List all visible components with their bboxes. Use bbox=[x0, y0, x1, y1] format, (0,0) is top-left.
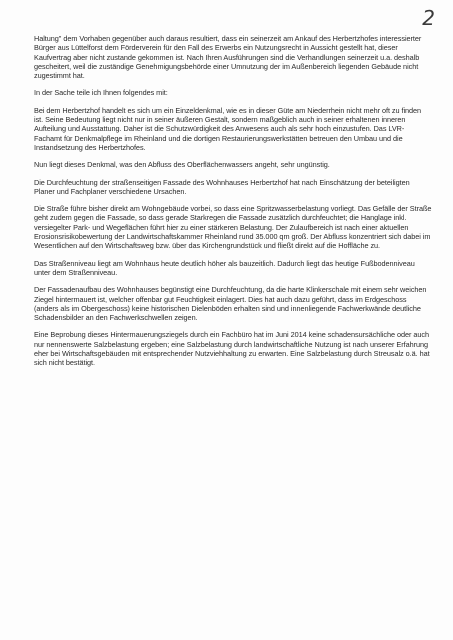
paragraph: Der Fassadenaufbau des Wohnhauses begünstigt eine Durchfeuchtung, da die harte Klinkerschale mit einem sehr weichen Ziegel hintermauert ist, welcher offenbar gut Feuchtigkeit einlagert. Dies hat auch dazu geführt, dass im Erdgeschoss (anders als im Obergeschoss) keine historischen Dielenböden erhalten sind und innenliegende Fachwerkwände deutliche Schadensbilder an den Fachwerkschwellen zeigen. bbox=[34, 285, 427, 323]
letter-body bbox=[34, 34, 432, 376]
paragraph: Bei dem Herbertzhof handelt es sich um ein Einzeldenkmal, wie es in dieser Güte am Niederrhein nicht mehr oft zu finden ist. Seine Bedeutung liegt nicht nur in seiner äußeren Gestalt, sondern maßgeblich auch in seiner erhaltenen inneren Aufteilung und Ausstattung. Daher ist die Schutzwürdigkeit des Anwesens auch als sehr hoch einzustufen. Das LVR-Fachamt für Denkmalpflege im Rheinland und die dortigen Restaurierungswerkstätten betreuen den Umbau und die Instandsetzung des Herbertzhofes. bbox=[34, 105, 422, 152]
paragraph: Nun liegt dieses Denkmal, was den Abfluss des Oberflächenwassers angeht, sehr ungünstig. bbox=[34, 160, 330, 170]
paragraph: Eine Beprobung dieses Hintermauerungsziegels durch ein Fachbüro hat im Juni 2014 keine schadensursächliche oder auch nur nennenswerte Salzbelastung ergeben; eine Salzbelastung durch landwirtschaftliche Nutzung ist nach unserer Erfahrung eher bei Wirtschaftsgebäuden mit entsprechender Nutzviehhaltung zu erwarten. Eine Salzbelastung durch Streusalz o.ä. hat sich nicht bestätigt. bbox=[34, 330, 430, 368]
paragraph: Haltung" dem Vorhaben gegenüber auch daraus resultiert, dass ein seinerzeit am Ankauf des Herbertzhofes interessierter Bürger aus Lüttelforst dem Förderverein für den Fall des Erwerbs ein Nutzungsrecht in Aussicht gestellt hat, dieser Kaufvertrag aber nicht zustande gekommen ist. Nach Ihren Ausführungen sind die Verhandlungen seinerzeit u.a. deshalb gescheitert, weil die zuständige Genehmigungsbehörde einer Umnutzung der im Außenbereich liegenden Gebäude nicht zugestimmt hat. bbox=[34, 34, 422, 81]
page-number: 2 bbox=[422, 6, 435, 30]
paragraph: In der Sache teile ich Ihnen folgendes mit: bbox=[34, 88, 168, 98]
paragraph: Die Durchfeuchtung der straßenseitigen Fassade des Wohnhauses Herbertzhof hat nach Einschätzung der beteiligten Planer und Fachplaner verschiedene Ursachen. bbox=[34, 177, 410, 196]
paragraph: Das Straßenniveau liegt am Wohnhaus heute deutlich höher als bauzeitlich. Dadurch liegt das heutige Fußbodenniveau unter dem Straßenniveau. bbox=[34, 258, 415, 277]
paragraph: Die Straße führe bisher direkt am Wohngebäude vorbei, so dass eine Spritzwasserbelastung vorliegt. Das Gefälle der Straße geht zudem gegen die Fassade, so dass gerade Starkregen die Fassade zusätzlich durchfeuchtet; die Hanglage inkl. versiegelter Park- und Wegeflächen führt hier zu einer stärkeren Belastung. Der Zulaufbereich ist nach einer aktuellen Erosionsrisikobewertung der Landwirtschaftskammer Rheinland rund 35.000 qm groß. Der Abfluss konzentriert sich dabei im Wesentlichen auf den Wirtschaftsweg bzw. über das Kirchengrundstück und fließt direkt auf die Hoffläche zu. bbox=[34, 204, 432, 251]
